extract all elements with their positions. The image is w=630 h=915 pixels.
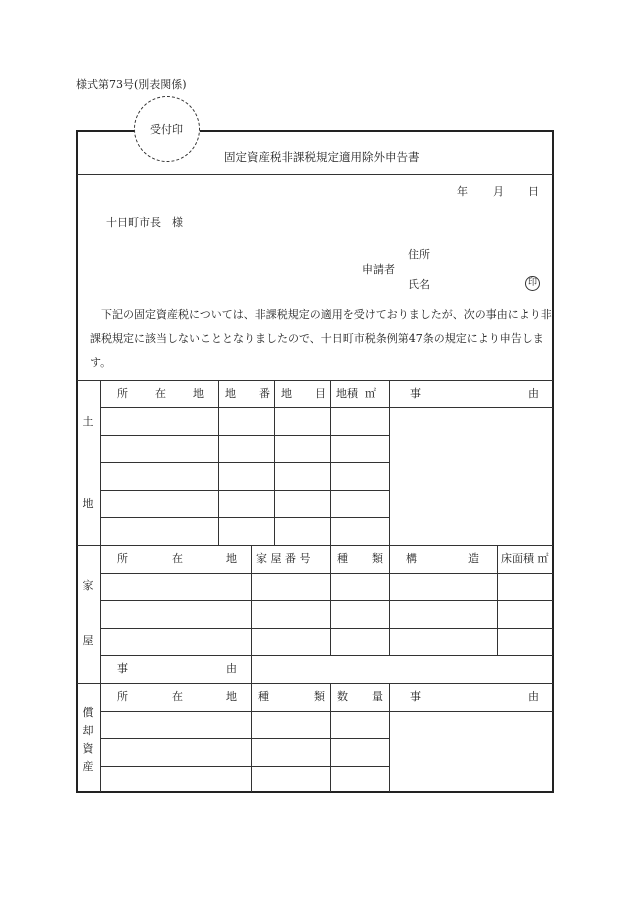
asset-col-kind-2: 類 [314, 690, 325, 703]
house-reason-1: 事 [117, 662, 128, 675]
title-divider [77, 174, 553, 175]
asset-col-reason-2: 由 [528, 690, 539, 703]
asset-col-qty-1: 数 [337, 690, 348, 703]
house-col-kind-2: 類 [372, 552, 383, 565]
house-label-col [100, 545, 101, 683]
house-top-line [77, 545, 553, 546]
asset-col-qty-2: 量 [372, 690, 383, 703]
asset-col-location-2: 在 [172, 690, 183, 703]
address-label: 住所 [408, 248, 430, 261]
asset-section-char-3: 資 [82, 742, 94, 755]
house-floor-unit: ㎡ [537, 552, 549, 565]
asset-col-kind-1: 種 [258, 690, 269, 703]
asset-section-char-2: 却 [82, 724, 94, 737]
house-col-floor: 床面積 ㎡ [501, 552, 549, 565]
land-col-location-3: 地 [193, 387, 204, 400]
declaration-text: 下記の固定資産税については、非課税規定の適用を受けておりましたが、次の事由により非課税規定に該当しないこととなりましたので、十日町市税条例第47条の規定により申告します。 [90, 308, 552, 369]
house-col-location-2: 在 [172, 552, 183, 565]
house-col-location-3: 地 [226, 552, 237, 565]
land-col-area: 地積 ㎡ [336, 387, 376, 400]
house-reason-2: 由 [226, 662, 237, 675]
house-col-number: 家 屋 番 号 [256, 552, 311, 565]
asset-section-char-1: 償 [82, 706, 94, 719]
reception-stamp-label: 受付印 [150, 123, 183, 136]
land-area-unit: ㎡ [365, 387, 376, 400]
asset-section-char-4: 産 [82, 760, 94, 773]
name-label: 氏名 [408, 278, 430, 291]
land-section-char-2: 地 [82, 497, 94, 510]
date-day: 日 [528, 185, 539, 198]
land-col-lot-1: 地 [225, 387, 236, 400]
house-col-structure-1: 構 [406, 552, 417, 565]
land-col-location-1: 所 [117, 387, 128, 400]
land-col-location-2: 在 [155, 387, 166, 400]
house-section-char-1: 家 [82, 579, 94, 592]
asset-top-line [77, 683, 553, 684]
asset-col-reason-1: 事 [410, 690, 421, 703]
house-section-char-2: 屋 [82, 634, 94, 647]
form-number: 様式第73号(別表関係) [76, 78, 187, 91]
land-col-category-1: 地 [281, 387, 292, 400]
asset-col-location-3: 地 [226, 690, 237, 703]
addressee: 十日町市長 様 [106, 216, 183, 229]
house-col-kind-1: 種 [337, 552, 348, 565]
land-col-reason-2: 由 [528, 387, 539, 400]
land-col-lot-2: 番 [259, 387, 270, 400]
land-col-reason-1: 事 [410, 387, 421, 400]
house-col-location-1: 所 [117, 552, 128, 565]
land-top-line [77, 380, 553, 381]
house-col-structure-2: 造 [468, 552, 479, 565]
asset-col-location-1: 所 [117, 690, 128, 703]
land-col-category-2: 目 [315, 387, 326, 400]
form-title: 固定資産税非課税規定適用除外申告書 [224, 150, 420, 164]
applicant-label: 申請者 [362, 263, 395, 276]
date-year: 年 [457, 185, 468, 198]
land-section-char-1: 土 [82, 415, 94, 428]
seal-mark: 印 [525, 276, 540, 291]
date-month: 月 [493, 185, 504, 198]
